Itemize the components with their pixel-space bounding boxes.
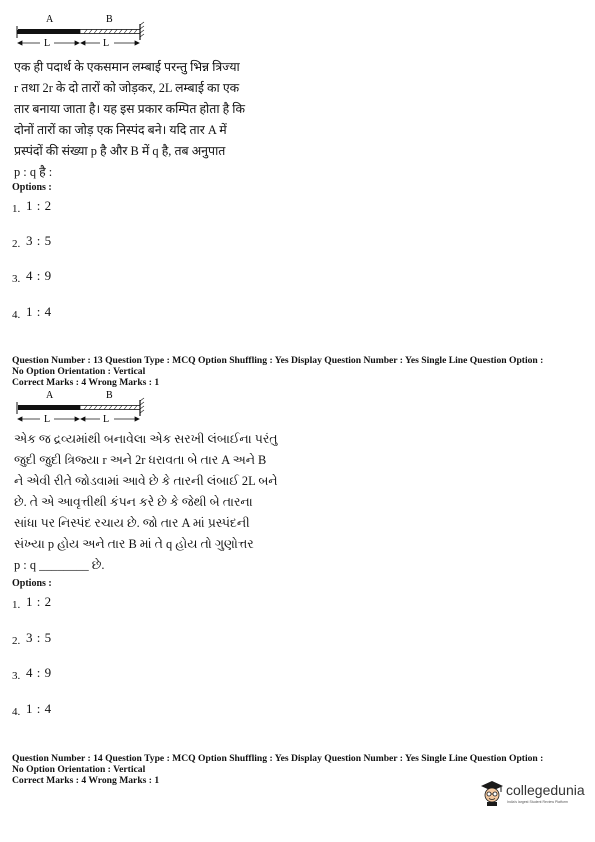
question-line: p : q ________ છે. (14, 558, 105, 572)
wire-label-b: B (106, 14, 113, 25)
question-line: એક જ દ્રવ્યમાંથી બનાવેલા એક સરખી લંબાઈના પરંતુ (14, 432, 278, 446)
option-number: 2. (12, 238, 21, 250)
question-line: સાંધા પર નિસ્પંદ રચાય છે. જો તાર A માં પ્રસ્પંદની (14, 516, 250, 530)
option-number: 3. (12, 670, 21, 682)
wire-label-a: A (46, 390, 54, 401)
question-line: एक ही पदार्थ के एकसमान लम्बाई परन्तु भिन्न त्रिज्या (14, 60, 240, 74)
dim-label-left: L (44, 38, 51, 49)
option-number: 2. (12, 635, 21, 647)
option-item[interactable] (12, 594, 52, 611)
option-text: 3 : 5 (26, 233, 52, 248)
question-line: સંખ્યા p હોય અને તાર B માં તે q હોય તો ગુણોત્તર (14, 537, 254, 551)
option-text: 1 : 2 (26, 594, 52, 609)
wire-diagram-q13 (14, 388, 154, 426)
meta-line: No Option Orientation : Vertical (12, 764, 146, 775)
logo-wordmark: collegedunia (506, 782, 585, 798)
options-label: Options : (12, 578, 52, 589)
wire-diagram-q12 (14, 12, 154, 50)
option-number: 3. (12, 273, 21, 285)
question-text-q13 (14, 429, 278, 576)
marks-line: Correct Marks : 4 Wrong Marks : 1 (12, 775, 160, 786)
option-item[interactable] (12, 630, 52, 647)
option-item[interactable] (12, 665, 52, 682)
option-number: 4. (12, 309, 21, 321)
option-text: 4 : 9 (26, 665, 52, 680)
option-item[interactable] (12, 268, 52, 285)
question-line: दोनों तारों का जोड़ एक निस्पंद बने। यदि तार A में (14, 123, 227, 137)
options-label: Options : (12, 182, 52, 193)
dim-label-right: L (103, 38, 110, 49)
question-text-q12 (14, 57, 245, 183)
option-text: 1 : 4 (26, 701, 52, 716)
question-line: तार बनाया जाता है। यह इस प्रकार कम्पित होता है कि (14, 102, 246, 116)
option-item[interactable] (12, 198, 52, 215)
option-item[interactable] (12, 233, 52, 250)
option-text: 3 : 5 (26, 630, 52, 645)
meta-line: Question Number : 13 Question Type : MCQ Option Shuffling : Yes Display Question Number : Yes Single Line Question Option : (12, 355, 544, 366)
option-text: 1 : 4 (26, 304, 52, 319)
question-line: p : q है : (14, 165, 53, 179)
graduate-mascot-icon (480, 780, 504, 806)
meta-line: Question Number : 14 Question Type : MCQ Option Shuffling : Yes Display Question Number : Yes Single Line Question Option : (12, 753, 544, 764)
option-number: 4. (12, 706, 21, 718)
logo-tagline: India's largest Student Review Platform (507, 800, 568, 804)
question-meta-q14 (12, 753, 543, 786)
question-line: છે. તે એ આવૃત્તીથી કંપન કરે છે કે જેથી બે તારના (14, 495, 253, 509)
option-number: 1. (12, 599, 21, 611)
question-line: प्रस्पंदों की संख्या p है और B में q है, तब अनुपात (14, 144, 226, 158)
question-line: r तथा 2r के दो तारों को जोड़कर, 2L लम्बाई का एक (14, 81, 240, 95)
question-line: ને એવી રીતે જોડવામાં આવે છે કે તારની લંબાઈ 2L બને (14, 474, 278, 488)
dim-label-right: L (103, 414, 110, 425)
question-meta-q13 (12, 355, 543, 388)
option-text: 4 : 9 (26, 268, 52, 283)
marks-line: Correct Marks : 4 Wrong Marks : 1 (12, 377, 160, 388)
option-item[interactable] (12, 701, 52, 718)
collegedunia-logo (480, 778, 588, 808)
option-item[interactable] (12, 304, 52, 321)
meta-line: No Option Orientation : Vertical (12, 366, 146, 377)
wire-label-b: B (106, 390, 113, 401)
wire-label-a: A (46, 14, 54, 25)
option-text: 1 : 2 (26, 198, 52, 213)
dim-label-left: L (44, 414, 51, 425)
question-line: જુદી જુદી ત્રિજ્યા r અને 2r ધરાવતા બે તાર A અને B (14, 453, 267, 467)
option-number: 1. (12, 203, 21, 215)
